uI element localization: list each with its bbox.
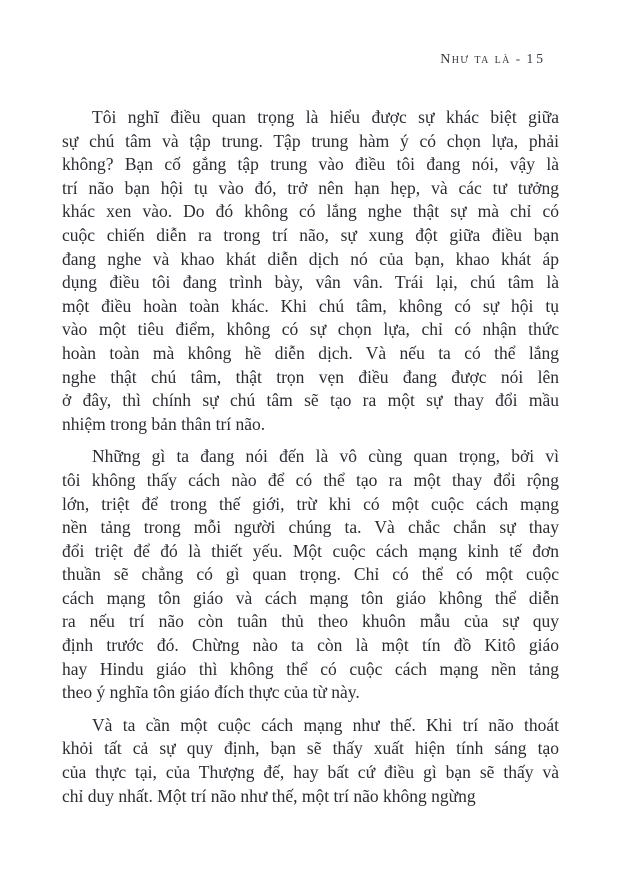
text-line: lớn, triệt để trong thế giới, trừ khi có một cuộc cách mạng [62, 493, 559, 514]
text-line: thuần sẽ chẳng có gì quan trọng. Chỉ có thể có một cuộc [62, 564, 559, 585]
page-body [62, 106, 559, 817]
text-line: định trước đó. Chừng nào ta còn là một tín đồ Kitô giáo [62, 635, 559, 656]
text-line: không? Bạn cố gắng tập trung vào điều tôi đang nói, vậy là [62, 154, 559, 175]
paragraph [62, 445, 559, 705]
text-line: vào một tiêu điểm, không có sự chọn lựa, chỉ có nhận thức [62, 319, 559, 340]
text-line: hoàn toàn mà không hề diễn dịch. Và nếu ta có thể lắng [62, 342, 559, 363]
running-header [62, 51, 546, 68]
text-line: đổi triệt để đó là thiết yếu. Một cuộc cách mạng kinh tế đơn [62, 540, 559, 561]
text-line: tôi không thấy cách nào để có thể tạo ra một thay đổi rộng [62, 469, 559, 490]
page-number: 15 [526, 51, 546, 66]
paragraph [62, 714, 559, 808]
text-line: trí não bạn hội tụ vào đó, trở nên hạn hẹp, và các tư tưởng [62, 177, 559, 198]
text-line: cách mạng tôn giáo và cách mạng tôn giáo không thể diễn [62, 587, 559, 608]
text-line: sự chú tâm và tập trung. Tập trung hàm ý có chọn lựa, phải [62, 130, 559, 151]
text-line: chỉ duy nhất. Một trí não như thế, một trí não không ngừng [62, 785, 476, 806]
text-line: ở đây, thì chính sự chú tâm sẽ tạo ra một sự thay đổi mầu [62, 390, 559, 411]
text-line: hay Hindu giáo thì không thể có cuộc cách mạng nền tảng [62, 658, 559, 679]
text-line: ra nếu trí não còn tuân thủ theo khuôn mẫu của sự quy [62, 611, 559, 632]
text-line: Những gì ta đang nói đến là vô cùng quan trọng, bởi vì [92, 446, 559, 467]
text-line: một điều hoàn toàn khác. Khi chú tâm, không có sự hội tụ [62, 295, 559, 316]
text-line: cuộc chiến diễn ra trong trí não, sự xung đột giữa điều bạn [62, 224, 559, 245]
running-header-title: Như ta là [440, 52, 511, 67]
text-line: của thực tại, của Thượng đế, hay bất cứ điều gì bạn sẽ thấy và [62, 762, 559, 783]
text-line: nền tảng trong mỗi người chúng ta. Và chắc chắn sự thay [62, 517, 559, 538]
running-header-separator: - [515, 51, 522, 66]
text-line: nghe thật chú tâm, thật trọn vẹn điều đang được nói lên [62, 366, 559, 387]
text-line: dụng điều tôi đang trình bày, vân vân. Trái lại, chú tâm là [62, 272, 559, 293]
text-line: nhiệm trong bản thân trí não. [62, 413, 266, 434]
text-line: khỏi tất cả sự quy định, bạn sẽ thấy xuất hiện tính sáng tạo [62, 738, 559, 759]
text-line: Tôi nghĩ điều quan trọng là hiểu được sự khác biệt giữa [92, 107, 559, 127]
text-line: đang nghe và khao khát diễn dịch nó của bạn, khao khát áp [62, 248, 559, 269]
text-line: theo ý nghĩa tôn giáo đích thực của từ này. [62, 682, 360, 703]
text-line: Và ta cần một cuộc cách mạng như thế. Khi trí não thoát [92, 714, 559, 735]
paragraph [62, 106, 559, 436]
text-line: khác xen vào. Do đó không có lắng nghe thật sự mà chỉ có [62, 201, 559, 222]
